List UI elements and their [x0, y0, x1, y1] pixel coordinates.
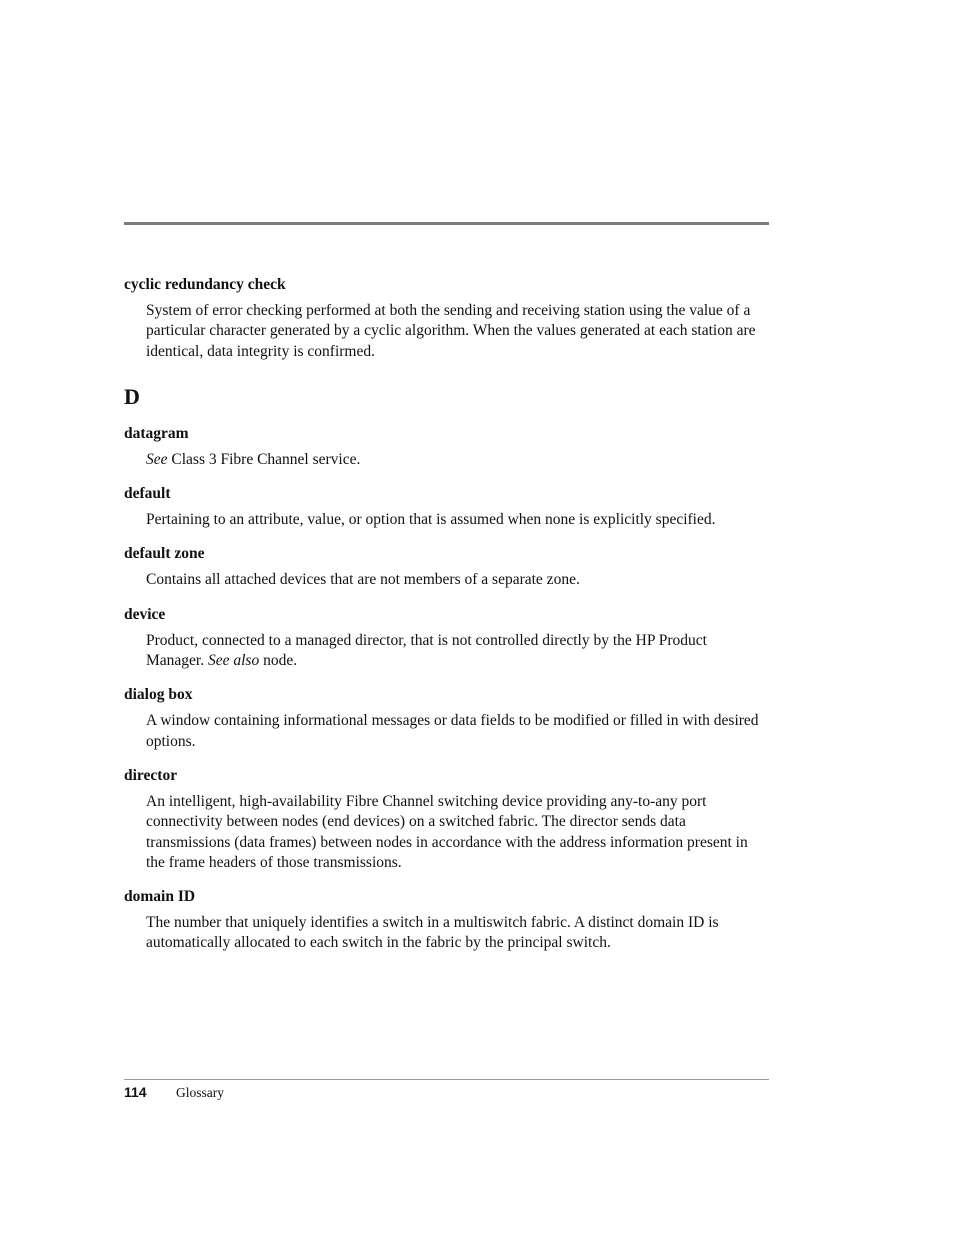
entry-term: domain ID	[124, 888, 196, 906]
entry-term: default zone	[124, 545, 205, 563]
see-also-reference: See also	[207, 652, 260, 670]
glossary-entry-default	[124, 484, 764, 530]
footer-section-name: Glossary	[176, 1085, 224, 1100]
definition-text: Product, connected to a managed director, that is not controlled directly by the HP Product Manager.	[146, 631, 707, 670]
glossary-entry-datagram	[124, 424, 764, 470]
glossary-content	[124, 275, 764, 968]
entry-definition	[146, 450, 764, 470]
glossary-entry-domain-id	[124, 887, 764, 954]
entry-term: datagram	[124, 424, 189, 442]
entry-term: director	[124, 766, 178, 784]
entry-definition	[146, 631, 764, 672]
entry-definition: Pertaining to an attribute, value, or option that is assumed when none is explicitly specified.	[146, 511, 716, 529]
footer-rule	[124, 1079, 769, 1080]
entry-definition: A window containing informational messages or data fields to be modified or filled in with desired options.	[146, 712, 759, 750]
see-reference: See	[146, 450, 168, 468]
page-number: 114	[124, 1084, 147, 1100]
entry-term: device	[124, 605, 166, 623]
header-rule	[124, 222, 769, 225]
glossary-entry-device	[124, 605, 764, 672]
entry-term: cyclic redundancy check	[124, 276, 286, 293]
definition-text-end: node.	[259, 652, 298, 670]
glossary-entry-default-zone	[124, 544, 764, 590]
entry-definition: The number that uniquely identifies a switch in a multiswitch fabric. A distinct domain ID is automatically allocated to each switch in the fabric by the principal switch.	[146, 914, 719, 952]
glossary-entry-director	[124, 766, 764, 873]
entry-definition: System of error checking performed at both the sending and receiving station using the value of a particular character generated by a cyclic algorithm. When the values generated at each station are identical, data integrity is confirmed.	[146, 302, 756, 360]
entry-definition: An intelligent, high-availability Fibre Channel switching device providing any-to-any port connectivity between nodes (end devices) on a switched fabric. The director sends data transmissions (data frames) between nodes in accordance with the address information present in the frame headers of those transmissions.	[146, 792, 748, 871]
entry-term: dialog box	[124, 686, 193, 704]
glossary-entry-cyclic-redundancy-check	[124, 275, 764, 362]
glossary-entry-dialog-box	[124, 685, 764, 752]
definition-text: Class 3 Fibre Channel service.	[167, 450, 361, 468]
section-letter: D	[124, 383, 140, 409]
entry-term: default	[124, 485, 171, 503]
entry-definition: Contains all attached devices that are not members of a separate zone.	[146, 571, 580, 589]
